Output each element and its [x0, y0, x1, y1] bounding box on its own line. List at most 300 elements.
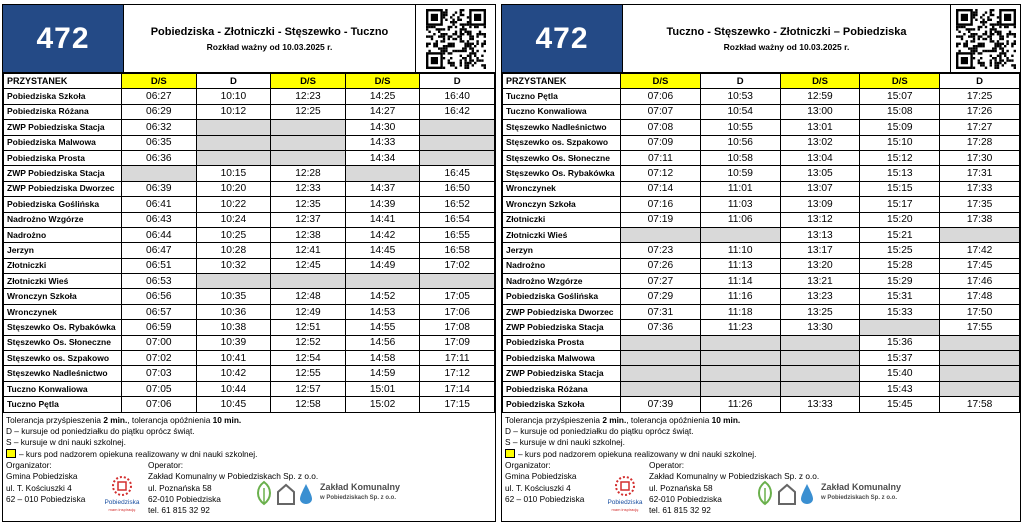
timetable-panel-right: [501, 4, 1021, 522]
no-service-cell: [122, 166, 197, 181]
departure-time: 14:56: [345, 335, 420, 350]
qr-code: [415, 5, 495, 72]
time-column-header: D/S: [860, 74, 940, 89]
operator-block: Operator: Zakład Komunalny w Pobiedziskach Sp. z o.o. ul. Poznańska 58 62-010 Pobiedziska tel. 61 815 32 92: [649, 460, 820, 516]
departure-time: 15:45: [860, 397, 940, 412]
stop-name: Pobiedziska Szkoła: [503, 397, 621, 412]
departure-time: 15:31: [860, 289, 940, 304]
departure-time: 07:26: [621, 258, 701, 273]
time-column-header: D: [940, 74, 1020, 89]
stop-name: Stęszewko Os. Rybakówka: [4, 320, 122, 335]
departure-time: 07:08: [621, 120, 701, 135]
departure-time: 15:33: [860, 304, 940, 319]
departure-time: 07:23: [621, 243, 701, 258]
departure-time: 15:09: [860, 120, 940, 135]
departure-time: 13:21: [780, 274, 860, 289]
departure-time: 10:22: [196, 197, 271, 212]
timetable-header: [3, 5, 495, 73]
stop-name: Wronczynek: [503, 181, 621, 196]
departure-time: 13:13: [780, 227, 860, 242]
stop-name: Złotniczki Wieś: [503, 227, 621, 242]
stop-name: Złotniczki Wieś: [4, 274, 122, 289]
no-service-cell: [271, 274, 346, 289]
stop-name: Stęszewko Os. Słoneczne: [4, 335, 122, 350]
departure-time: 10:32: [196, 258, 271, 273]
yellow-square-icon: [6, 449, 16, 458]
table-row: [503, 381, 1020, 396]
departure-time: 17:33: [940, 181, 1020, 196]
no-service-cell: [940, 366, 1020, 381]
legend-yellow: – kurs pod nadzorem opiekuna realizowany w dni nauki szkolnej.: [6, 449, 492, 460]
table-row: [4, 150, 495, 165]
departure-time: 07:36: [621, 320, 701, 335]
no-service-cell: [621, 381, 701, 396]
departure-time: 07:27: [621, 274, 701, 289]
departure-time: 17:12: [420, 366, 495, 381]
stop-name: ZWP Pobiedziska Dworzec: [503, 304, 621, 319]
no-service-cell: [700, 227, 780, 242]
table-row: [4, 351, 495, 366]
departure-time: 07:00: [122, 335, 197, 350]
valid-from: Rozkład ważny od 10.03.2025 r.: [206, 41, 333, 52]
departure-time: 14:49: [345, 258, 420, 273]
organizer-operator: [505, 460, 1017, 526]
departure-time: 15:01: [345, 381, 420, 396]
legend-yellow: – kurs pod nadzorem opiekuna realizowany w dni nauki szkolnej.: [505, 449, 1017, 460]
time-column-header: D/S: [345, 74, 420, 89]
departure-time: 17:08: [420, 320, 495, 335]
qr-code: [950, 5, 1020, 72]
departure-time: 15:40: [860, 366, 940, 381]
departure-time: 10:54: [700, 104, 780, 119]
timetable-header: [502, 5, 1020, 73]
departure-time: 17:05: [420, 289, 495, 304]
departure-time: 06:53: [122, 274, 197, 289]
departure-time: 06:44: [122, 227, 197, 242]
departure-time: 17:30: [940, 150, 1020, 165]
stop-name: Tuczno Konwaliowa: [503, 104, 621, 119]
no-service-cell: [860, 320, 940, 335]
no-service-cell: [196, 135, 271, 150]
departure-time: 06:32: [122, 120, 197, 135]
departure-time: 10:15: [196, 166, 271, 181]
departure-time: 06:36: [122, 150, 197, 165]
departure-time: 11:18: [700, 304, 780, 319]
departure-time: 14:34: [345, 150, 420, 165]
notes-section: [3, 413, 495, 526]
table-row: [4, 335, 495, 350]
stop-name: Nadrożno: [4, 227, 122, 242]
departure-time: 14:58: [345, 351, 420, 366]
departure-time: 07:29: [621, 289, 701, 304]
departure-time: 16:52: [420, 197, 495, 212]
departure-time: 10:24: [196, 212, 271, 227]
zaklad-komunalny-logo: Zakład Komunalny w Pobiedziskach Sp. z o.o.: [254, 480, 400, 506]
departure-time: 16:58: [420, 243, 495, 258]
departure-time: 11:16: [700, 289, 780, 304]
line-number-badge: 472: [3, 5, 123, 72]
stop-name: Nadrożno Wzgórze: [503, 274, 621, 289]
departure-time: 13:20: [780, 258, 860, 273]
stop-name: Pobiedziska Malwowa: [503, 351, 621, 366]
departure-time: 10:44: [196, 381, 271, 396]
stop-name: ZWP Pobiedziska Stacja: [503, 320, 621, 335]
departure-time: 12:49: [271, 304, 346, 319]
departure-time: 11:06: [700, 212, 780, 227]
route-title: Tuczno - Stęszewko - Złotniczki – Pobiedziska: [666, 25, 907, 38]
stop-name: Pobiedziska Malwowa: [4, 135, 122, 150]
table-row: [4, 258, 495, 273]
departure-time: 17:09: [420, 335, 495, 350]
table-row: [4, 104, 495, 119]
yellow-square-icon: [505, 449, 515, 458]
departure-time: 10:25: [196, 227, 271, 242]
stop-name: Pobiedziska Goślińska: [4, 197, 122, 212]
time-column-header: D: [196, 74, 271, 89]
departure-time: 15:13: [860, 166, 940, 181]
stop-name: Stęszewko Nadleśnictwo: [4, 366, 122, 381]
table-row: [4, 304, 495, 319]
time-column-header: D: [420, 74, 495, 89]
legend-d: D – kursuje od poniedziałku do piątku oprócz świąt.: [505, 426, 694, 436]
table-row: [503, 150, 1020, 165]
stop-name: Wronczyn Szkoła: [503, 197, 621, 212]
departure-time: 10:39: [196, 335, 271, 350]
table-row: [503, 166, 1020, 181]
time-column-header: D/S: [122, 74, 197, 89]
no-service-cell: [420, 274, 495, 289]
departure-time: 14:52: [345, 289, 420, 304]
tolerance-note: Tolerancja przyśpieszenia 2 min., tolerancja opóźnienia 10 min.: [505, 414, 741, 425]
departure-time: 13:07: [780, 181, 860, 196]
departure-time: 14:33: [345, 135, 420, 150]
no-service-cell: [196, 120, 271, 135]
departure-time: 10:58: [700, 150, 780, 165]
table-row: [503, 227, 1020, 242]
departure-time: 15:21: [860, 227, 940, 242]
departure-time: 17:06: [420, 304, 495, 319]
no-service-cell: [940, 351, 1020, 366]
table-row: [503, 181, 1020, 196]
departure-time: 07:11: [621, 150, 701, 165]
departure-time: 10:20: [196, 181, 271, 196]
departure-time: 17:46: [940, 274, 1020, 289]
departure-time: 16:40: [420, 89, 495, 104]
stop-name: Stęszewko os. Szpakowo: [4, 351, 122, 366]
departure-time: 13:23: [780, 289, 860, 304]
departure-time: 06:56: [122, 289, 197, 304]
departure-time: 10:42: [196, 366, 271, 381]
stop-name: Pobiedziska Różana: [4, 104, 122, 119]
time-column-header: D/S: [621, 74, 701, 89]
departure-time: 12:55: [271, 366, 346, 381]
departure-time: 14:55: [345, 320, 420, 335]
departure-time: 14:45: [345, 243, 420, 258]
departure-time: 11:10: [700, 243, 780, 258]
no-service-cell: [420, 150, 495, 165]
table-row: [4, 227, 495, 242]
departure-time: 06:43: [122, 212, 197, 227]
table-row: [503, 274, 1020, 289]
no-service-cell: [780, 381, 860, 396]
departure-time: 15:17: [860, 197, 940, 212]
departure-time: 17:27: [940, 120, 1020, 135]
no-service-cell: [196, 274, 271, 289]
departure-time: 17:02: [420, 258, 495, 273]
no-service-cell: [345, 274, 420, 289]
table-row: [4, 243, 495, 258]
departure-time: 12:58: [271, 397, 346, 412]
svg-text:mam inspirację: mam inspirację: [108, 507, 136, 513]
departure-time: 07:03: [122, 366, 197, 381]
departure-time: 13:09: [780, 197, 860, 212]
departure-time: 16:42: [420, 104, 495, 119]
departure-time: 17:11: [420, 351, 495, 366]
stop-name: Pobiedziska Prosta: [503, 335, 621, 350]
departure-time: 07:16: [621, 197, 701, 212]
departure-time: 07:05: [122, 381, 197, 396]
stop-name: ZWP Pobiedziska Stacja: [4, 166, 122, 181]
legend-d: D – kursuje od poniedziałku do piątku oprócz świąt.: [6, 426, 195, 436]
departure-time: 10:35: [196, 289, 271, 304]
departure-time: 16:50: [420, 181, 495, 196]
departure-time: 06:51: [122, 258, 197, 273]
stop-name: ZWP Pobiedziska Dworzec: [4, 181, 122, 196]
departure-time: 15:08: [860, 104, 940, 119]
stop-name: Stęszewko os. Szpakowo: [503, 135, 621, 150]
departure-time: 14:53: [345, 304, 420, 319]
table-row: [503, 335, 1020, 350]
departure-time: 10:55: [700, 120, 780, 135]
departure-time: 12:45: [271, 258, 346, 273]
table-row: [4, 274, 495, 289]
legend-s: S – kursuje w dni nauki szkolnej.: [6, 437, 126, 448]
table-row: [503, 397, 1020, 412]
departure-time: 17:55: [940, 320, 1020, 335]
stop-name: Złotniczki: [4, 258, 122, 273]
departure-time: 15:25: [860, 243, 940, 258]
legend-s: S – kursuje w dni nauki szkolnej.: [505, 437, 625, 448]
departure-time: 14:42: [345, 227, 420, 242]
table-row: [4, 135, 495, 150]
table-header-row: [4, 74, 495, 89]
departure-time: 14:37: [345, 181, 420, 196]
time-column-header: D: [700, 74, 780, 89]
departure-time: 11:14: [700, 274, 780, 289]
stop-column-header: PRZYSTANEK: [503, 74, 621, 89]
stop-name: Tuczno Pętla: [4, 397, 122, 412]
departure-time: 13:04: [780, 150, 860, 165]
table-row: [4, 197, 495, 212]
stop-column-header: PRZYSTANEK: [4, 74, 122, 89]
no-service-cell: [940, 227, 1020, 242]
stop-name: Jerzyn: [4, 243, 122, 258]
table-row: [503, 89, 1020, 104]
table-row: [4, 289, 495, 304]
no-service-cell: [700, 366, 780, 381]
departure-time: 12:51: [271, 320, 346, 335]
organizer-block: Organizator: Gmina Pobiedziska ul. T. Kościuszki 4 62 – 010 Pobiedziska: [505, 460, 585, 504]
table-row: [503, 304, 1020, 319]
table-row: [4, 397, 495, 412]
notes-section: [502, 413, 1020, 526]
departure-time: 16:45: [420, 166, 495, 181]
table-row: [4, 166, 495, 181]
no-service-cell: [420, 120, 495, 135]
departure-time: 11:26: [700, 397, 780, 412]
departure-time: 15:10: [860, 135, 940, 150]
no-service-cell: [940, 381, 1020, 396]
departure-time: 15:15: [860, 181, 940, 196]
departure-time: 15:28: [860, 258, 940, 273]
departure-time: 06:39: [122, 181, 197, 196]
table-row: [503, 104, 1020, 119]
departure-time: 17:26: [940, 104, 1020, 119]
organizer-operator: [6, 460, 492, 526]
departure-time: 17:50: [940, 304, 1020, 319]
table-row: [503, 289, 1020, 304]
departure-time: 16:54: [420, 212, 495, 227]
departure-time: 12:52: [271, 335, 346, 350]
time-column-header: D/S: [780, 74, 860, 89]
departure-time: 07:06: [621, 89, 701, 104]
organizer-block: Organizator: Gmina Pobiedziska ul. T. Kościuszki 4 62 – 010 Pobiedziska: [6, 460, 86, 504]
departure-time: 07:07: [621, 104, 701, 119]
departure-time: 10:45: [196, 397, 271, 412]
stop-name: Jerzyn: [503, 243, 621, 258]
departure-time: 06:29: [122, 104, 197, 119]
route-block: [622, 5, 950, 72]
no-service-cell: [271, 150, 346, 165]
no-service-cell: [420, 135, 495, 150]
departure-time: 06:35: [122, 135, 197, 150]
pobiedziska-logo: [100, 472, 144, 516]
zaklad-komunalny-logo: Zakład Komunalny w Pobiedziskach Sp. z o.o.: [755, 480, 901, 506]
timetable-panel-left: [2, 4, 496, 522]
departure-time: 10:56: [700, 135, 780, 150]
no-service-cell: [621, 366, 701, 381]
departure-time: 17:45: [940, 258, 1020, 273]
departure-time: 17:48: [940, 289, 1020, 304]
time-column-header: D/S: [271, 74, 346, 89]
no-service-cell: [196, 150, 271, 165]
departure-time: 17:14: [420, 381, 495, 396]
route-title: Pobiedziska - Złotniczki - Stęszewko - Tuczno: [150, 25, 389, 38]
no-service-cell: [621, 227, 701, 242]
departure-time: 07:02: [122, 351, 197, 366]
no-service-cell: [700, 335, 780, 350]
table-row: [503, 197, 1020, 212]
table-row: [503, 212, 1020, 227]
departure-time: 12:25: [271, 104, 346, 119]
table-row: [4, 120, 495, 135]
departure-time: 12:23: [271, 89, 346, 104]
stop-name: Pobiedziska Prosta: [4, 150, 122, 165]
departure-time: 14:30: [345, 120, 420, 135]
departure-time: 17:42: [940, 243, 1020, 258]
table-row: [503, 135, 1020, 150]
table-row: [503, 258, 1020, 273]
stop-name: Stęszewko Nadleśnictwo: [503, 120, 621, 135]
table-row: [503, 366, 1020, 381]
stop-name: Pobiedziska Goślińska: [503, 289, 621, 304]
departure-time: 15:37: [860, 351, 940, 366]
table-row: [503, 351, 1020, 366]
departure-time: 15:20: [860, 212, 940, 227]
operator-block: Operator: Zakład Komunalny w Pobiedziskach Sp. z o.o. ul. Poznańska 58 62-010 Pobiedziska tel. 61 815 32 92: [148, 460, 319, 516]
no-service-cell: [345, 166, 420, 181]
departure-time: 06:47: [122, 243, 197, 258]
departure-time: 17:15: [420, 397, 495, 412]
no-service-cell: [700, 381, 780, 396]
departure-time: 12:35: [271, 197, 346, 212]
svg-text:Pobiedziska: Pobiedziska: [104, 499, 140, 507]
departure-time: 13:01: [780, 120, 860, 135]
table-row: [503, 243, 1020, 258]
departure-time: 10:41: [196, 351, 271, 366]
departure-time: 15:07: [860, 89, 940, 104]
timetable-table: [3, 73, 495, 413]
stop-name: Wronczyn Szkoła: [4, 289, 122, 304]
stop-name: ZWP Pobiedziska Stacja: [503, 366, 621, 381]
stop-name: Złotniczki: [503, 212, 621, 227]
stop-name: Stęszewko Os. Słoneczne: [503, 150, 621, 165]
departure-time: 12:41: [271, 243, 346, 258]
departure-time: 17:38: [940, 212, 1020, 227]
departure-time: 13:17: [780, 243, 860, 258]
departure-time: 13:30: [780, 320, 860, 335]
departure-time: 12:48: [271, 289, 346, 304]
departure-time: 16:55: [420, 227, 495, 242]
stop-name: Tuczno Konwaliowa: [4, 381, 122, 396]
departure-time: 10:38: [196, 320, 271, 335]
route-block: [123, 5, 415, 72]
departure-time: 13:25: [780, 304, 860, 319]
departure-time: 06:59: [122, 320, 197, 335]
departure-time: 11:13: [700, 258, 780, 273]
departure-time: 10:36: [196, 304, 271, 319]
departure-time: 15:36: [860, 335, 940, 350]
departure-time: 14:59: [345, 366, 420, 381]
departure-time: 10:28: [196, 243, 271, 258]
departure-time: 06:27: [122, 89, 197, 104]
departure-time: 17:25: [940, 89, 1020, 104]
table-row: [4, 212, 495, 227]
departure-time: 10:12: [196, 104, 271, 119]
table-row: [503, 320, 1020, 335]
departure-time: 12:38: [271, 227, 346, 242]
pobiedziska-logo: [603, 472, 647, 516]
timetable-table: [502, 73, 1020, 413]
no-service-cell: [271, 120, 346, 135]
departure-time: 17:58: [940, 397, 1020, 412]
stop-name: Nadrożno: [503, 258, 621, 273]
departure-time: 17:35: [940, 197, 1020, 212]
stop-name: Pobiedziska Szkoła: [4, 89, 122, 104]
valid-from: Rozkład ważny od 10.03.2025 r.: [723, 41, 850, 52]
no-service-cell: [621, 351, 701, 366]
no-service-cell: [780, 335, 860, 350]
stop-name: Wronczynek: [4, 304, 122, 319]
line-number-badge: 472: [502, 5, 622, 72]
table-row: [4, 381, 495, 396]
departure-time: 11:03: [700, 197, 780, 212]
departure-time: 15:43: [860, 381, 940, 396]
no-service-cell: [271, 135, 346, 150]
departure-time: 15:12: [860, 150, 940, 165]
departure-time: 14:25: [345, 89, 420, 104]
tolerance-note: Tolerancja przyśpieszenia 2 min., tolerancja opóźnienia 10 min.: [6, 414, 242, 425]
